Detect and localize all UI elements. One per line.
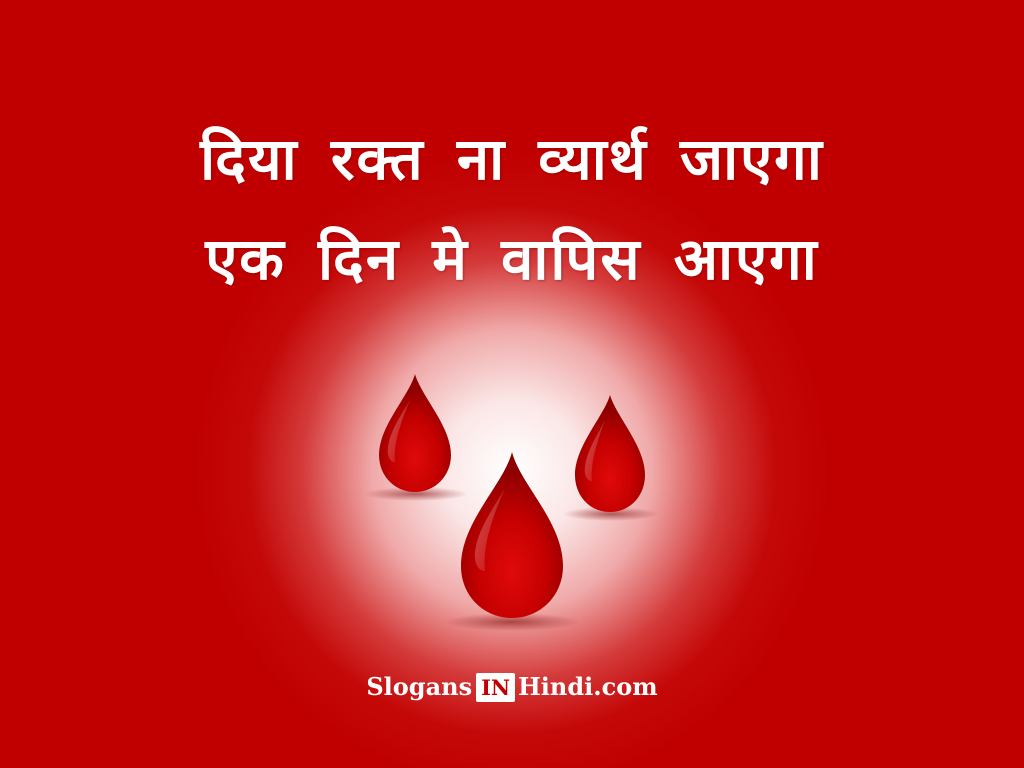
brand-in-badge: IN	[476, 673, 515, 702]
brand-watermark	[0, 670, 1024, 704]
blood-drop-icon-left	[364, 374, 468, 501]
blood-drop-icon-center	[444, 452, 580, 631]
brand-hindi-text: Hindi.com	[518, 672, 658, 701]
brand-slogans-text: Slogans	[366, 672, 473, 701]
slogan-line-1: दिया रक्त ना व्यार्थ जाएगा	[200, 125, 824, 193]
slogan-line-2: एक दिन मे वापिस आएगा	[205, 225, 819, 293]
blood-drop-icon-right	[563, 395, 659, 521]
